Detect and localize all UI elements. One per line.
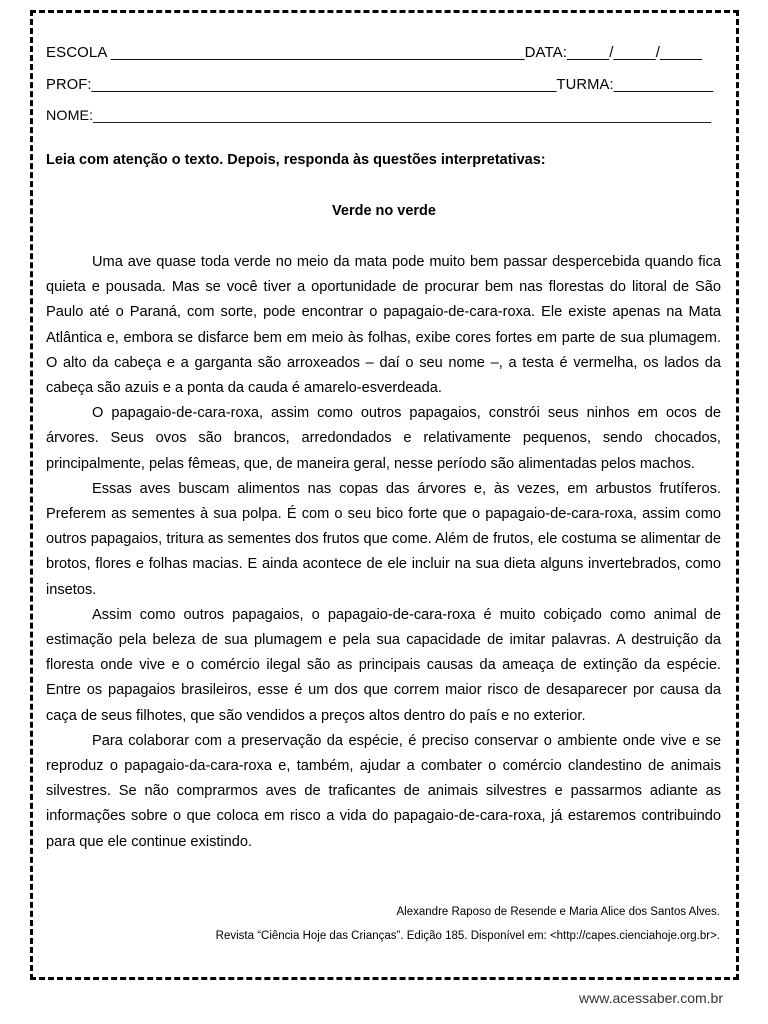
source-credit: Revista “Ciência Hoje das Crianças”. Edição 185. Disponível em: <http://capes.cienciahoje.org.br>. (215, 930, 720, 942)
reading-text (46, 250, 721, 855)
text-title: Verde no verde (332, 203, 436, 219)
student-name-line: NOME:_____________________________________________________________________________ (46, 108, 712, 124)
paragraph: Assim como outros papagaios, o papagaio-de-cara-roxa é muito cobiçado como animal de estimação pela beleza de sua plumagem e pela sua capacidade de imitar palavras. A destruição da floresta onde vive e o comércio ilegal são as principais causas da ameaça de extinção da espécie. Entre os papagaios brasileiros, esse é um dos que correm maior risco de desaparecer por causa da caça de seus filhotes, que são vendidos a preços altos dentro do país e no exterior. (46, 606, 721, 724)
paragraph: Uma ave quase toda verde no meio da mata pode muito bem passar despercebida quando fica quieta e pousada. Mas se você tiver a oportunidade de procurar bem nas florestas do litoral de São Paulo até o Paraná, com sorte, pode encontrar o papagaio-de-cara-roxa. Ele existe apenas na Mata Atlântica e, embora se disfarce bem em meio às folhas, exibe cores fortes em parte de sua plumagem. O alto da cabeça e a garganta são arroxeados – daí o seu nome –, a testa é vermelha, os lados da cabeça são azuis e a ponta da cauda é amarelo-esverdeada. (46, 254, 721, 397)
school-date-line: ESCOLA _________________________________________________DATA:_____/_____/_____ (46, 44, 703, 61)
website-footer: www.acessaber.com.br (579, 990, 723, 1006)
author-credit: Alexandre Raposo de Resende e Maria Alice dos Santos Alves. (396, 906, 720, 918)
paragraph: Para colaborar com a preservação da espécie, é preciso conservar o ambiente onde vive e se reproduz o papagaio-da-cara-roxa e, também, ajudar a combater o comércio clandestino de animais silvestres. Se não comprarmos aves de traficantes de animais silvestres e passarmos adiante as informações sobre o que coloca em risco a vida do papagaio-de-cara-roxa, já estaremos contribuindo para que ele continue existindo. (46, 732, 721, 850)
paragraph: O papagaio-de-cara-roxa, assim como outros papagaios, constrói seus ninhos em ocos de árvores. Seus ovos são brancos, arredondados e relativamente pequenos, sendo chocados, principalmente, pelas fêmeas, que, de maneira geral, nesse período são alimentadas pelos machos. (46, 405, 721, 472)
paragraph: Essas aves buscam alimentos nas copas das árvores e, às vezes, em arbustos frutíferos. Preferem as sementes à sua polpa. É com o seu bico forte que o papagaio-de-cara-roxa, assim como outros papagaios, tritura as sementes dos frutos que come. Além de frutos, ele costuma se alimentar de brotos, flores e folhas macias. E ainda acontece de ele incluir na sua dieta alguns invertebrados, como insetos. (46, 480, 721, 598)
instructions: Leia com atenção o texto. Depois, responda às questões interpretativas: (46, 152, 546, 168)
teacher-class-line: PROF:________________________________________________________TURMA:____________ (46, 77, 714, 93)
